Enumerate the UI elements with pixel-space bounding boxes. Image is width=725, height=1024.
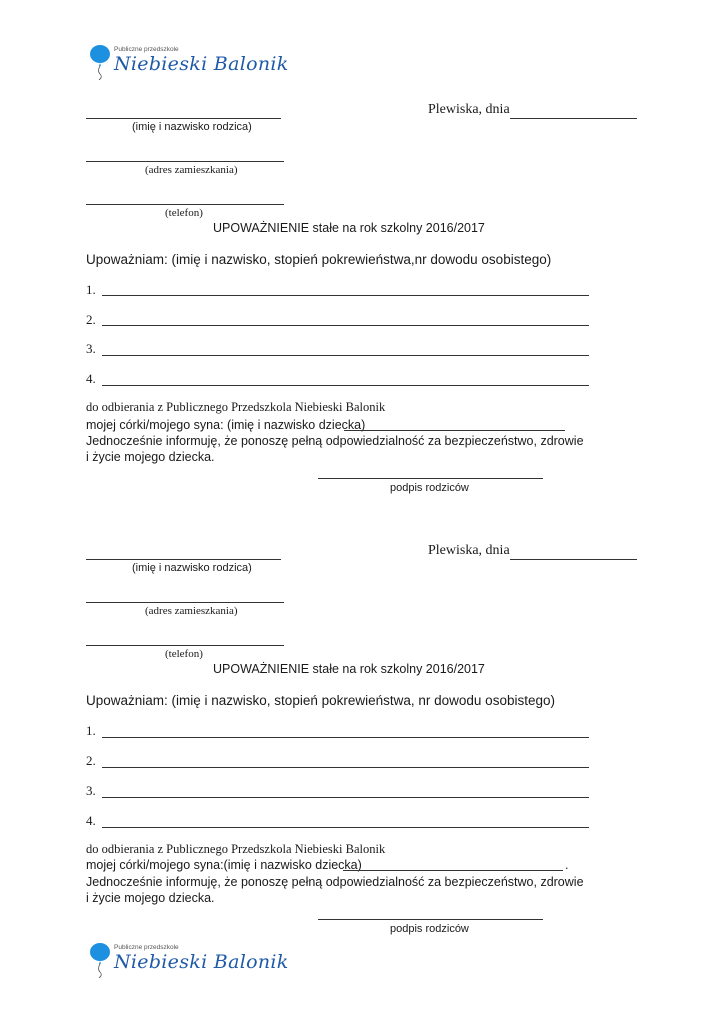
item-number: 1. bbox=[86, 723, 96, 738]
item-number: 2. bbox=[86, 312, 96, 327]
form-title: UPOWAŻNIENIE stałe na rok szkolny 2016/2017 bbox=[213, 221, 485, 235]
parent-name-label: (imię i nazwisko rodzica) bbox=[132, 121, 252, 133]
phone-line[interactable] bbox=[86, 645, 284, 646]
signature-label: podpis rodziców bbox=[390, 482, 469, 494]
address-line[interactable] bbox=[86, 602, 284, 603]
logo-subtitle: Publiczne przedszkole bbox=[114, 46, 179, 53]
signature-label: podpis rodziców bbox=[390, 923, 469, 935]
item-line[interactable] bbox=[102, 325, 589, 326]
date-label: Plewiska, dnia bbox=[428, 102, 510, 117]
item-line[interactable] bbox=[102, 737, 589, 738]
balloon-icon bbox=[88, 942, 112, 978]
logo-name: Niebieski Balonik bbox=[114, 951, 289, 973]
logo-subtitle: Publiczne przedszkole bbox=[114, 944, 179, 951]
authorize-text: Upoważniam: (imię i nazwisko, stopień pokrewieństwa,nr dowodu osobistego) bbox=[86, 252, 552, 267]
signature-line[interactable] bbox=[318, 919, 543, 920]
child-name-line[interactable] bbox=[344, 430, 565, 431]
child-suffix: . bbox=[565, 858, 569, 872]
item-number: 2. bbox=[86, 753, 96, 768]
info-text-2: i życie mojego dziecka. bbox=[86, 891, 215, 905]
pickup-text: do odbierania z Publicznego Przedszkola Niebieski Balonik bbox=[86, 400, 386, 414]
child-text: mojej córki/mojego syna:(imię i nazwisko dziecka) bbox=[86, 858, 362, 872]
phone-label: (telefon) bbox=[165, 648, 203, 660]
child-text: mojej córki/mojego syna: (imię i nazwisko dziecka) bbox=[86, 418, 366, 432]
item-number: 3. bbox=[86, 783, 96, 798]
info-text-1: Jednocześnie informuję, że ponoszę pełną odpowiedzialność za bezpieczeństwo, zdrowie bbox=[86, 434, 584, 448]
item-line[interactable] bbox=[102, 827, 589, 828]
info-text-1: Jednocześnie informuję, że ponoszę pełną odpowiedzialność za bezpieczeństwo, zdrowie bbox=[86, 875, 584, 889]
balloon-icon bbox=[88, 44, 112, 80]
item-number: 3. bbox=[86, 341, 96, 356]
date-line[interactable] bbox=[510, 118, 637, 119]
parent-name-line[interactable] bbox=[86, 559, 281, 560]
signature-line[interactable] bbox=[318, 478, 543, 479]
pickup-text: do odbierania z Publicznego Przedszkola Niebieski Balonik bbox=[86, 842, 386, 856]
logo-bottom bbox=[88, 940, 289, 980]
child-name-line[interactable] bbox=[343, 870, 563, 871]
address-label: (adres zamieszkania) bbox=[145, 164, 238, 176]
form-title: UPOWAŻNIENIE stałe na rok szkolny 2016/2017 bbox=[213, 662, 485, 676]
item-number: 1. bbox=[86, 282, 96, 297]
item-line[interactable] bbox=[102, 767, 589, 768]
parent-name-label: (imię i nazwisko rodzica) bbox=[132, 562, 252, 574]
item-number: 4. bbox=[86, 371, 96, 386]
authorize-text: Upoważniam: (imię i nazwisko, stopień pokrewieństwa, nr dowodu osobistego) bbox=[86, 693, 555, 708]
logo-top bbox=[88, 42, 289, 82]
logo-name: Niebieski Balonik bbox=[114, 53, 289, 75]
phone-label: (telefon) bbox=[165, 207, 203, 219]
date-label: Plewiska, dnia bbox=[428, 543, 510, 558]
date-line[interactable] bbox=[510, 559, 637, 560]
parent-name-line[interactable] bbox=[86, 118, 281, 119]
address-label: (adres zamieszkania) bbox=[145, 605, 238, 617]
item-line[interactable] bbox=[102, 295, 589, 296]
item-line[interactable] bbox=[102, 385, 589, 386]
address-line[interactable] bbox=[86, 161, 284, 162]
item-line[interactable] bbox=[102, 797, 589, 798]
item-line[interactable] bbox=[102, 355, 589, 356]
info-text-2: i życie mojego dziecka. bbox=[86, 450, 215, 464]
item-number: 4. bbox=[86, 813, 96, 828]
phone-line[interactable] bbox=[86, 204, 284, 205]
